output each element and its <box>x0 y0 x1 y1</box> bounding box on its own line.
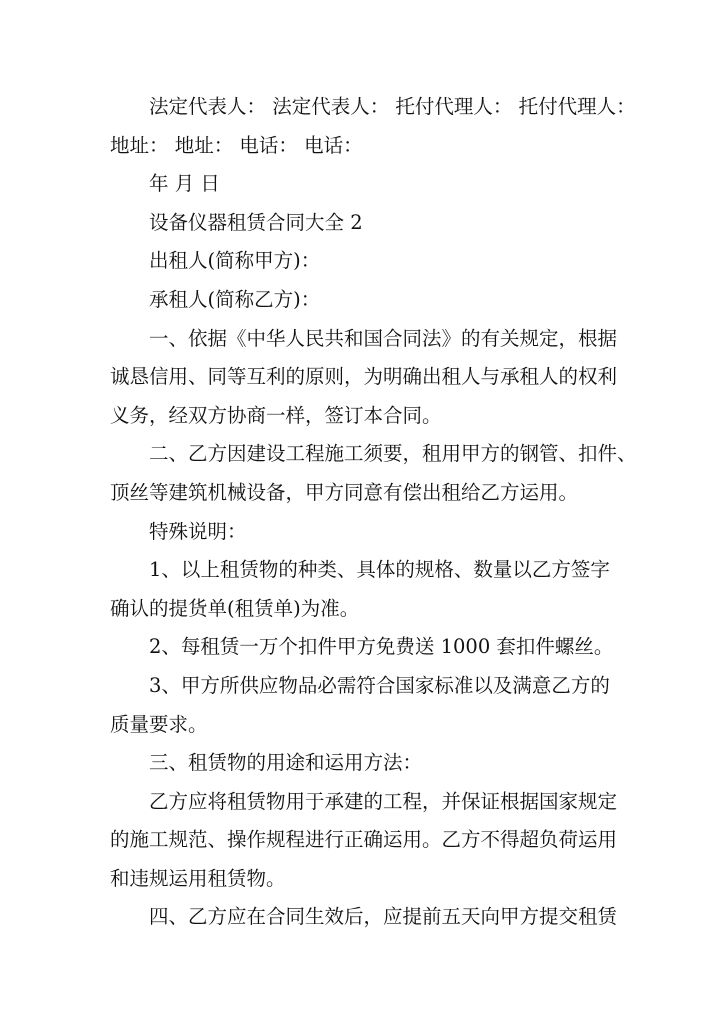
note-3-line-2: 质量要求。 <box>110 712 208 736</box>
clause-1-line-3: 义务，经双方协商一样，签订本合同。 <box>110 403 442 427</box>
clause-2-line-1: 二、乙方因建设工程施工须要，租用甲方的钢管、扣件、 <box>149 442 637 466</box>
clause-3-line-1: 乙方应将租赁物用于承建的工程，并保证根据国家规定 <box>149 789 618 813</box>
note-3-line-1: 3、甲方所供应物品必需符合国家标准以及满意乙方的 <box>149 673 610 697</box>
contract-title: 设备仪器租赁合同大全 2 <box>149 210 363 234</box>
clause-1-line-1: 一、依据《中华人民共和国合同法》的有关规定，根据 <box>149 326 618 350</box>
clause-2-line-2: 顶丝等建筑机械设备，甲方同意有偿出租给乙方运用。 <box>110 480 579 504</box>
clause-3-line-2: 的施工规范、操作规程进行正确运用。乙方不得超负荷运用 <box>110 828 618 852</box>
signature-address-phone-line: 地址： 地址： 电话： 电话： <box>110 133 363 157</box>
document-body <box>110 88 637 937</box>
clause-1-line-2: 诚恳信用、同等互利的原则，为明确出租人与承租人的权利 <box>110 365 618 389</box>
note-2-line: 2、每租赁一万个扣件甲方免费送 1000 套扣件螺丝。 <box>149 635 614 659</box>
lessor-line: 出租人(简称甲方)： <box>149 249 321 273</box>
signature-date-line: 年 月 日 <box>149 172 220 196</box>
note-1-line-1: 1、以上租赁物的种类、具体的规格、数量以乙方签字 <box>149 558 610 582</box>
note-1-line-2: 确认的提货单(租赁单)为准。 <box>110 596 360 620</box>
lessee-line: 承租人(简称乙方)： <box>149 287 321 311</box>
clause-4-line-1: 四、乙方应在合同生效后，应提前五天向甲方提交租赁 <box>149 905 618 929</box>
signature-representatives-line: 法定代表人： 法定代表人： 托付代理人： 托付代理人： <box>149 95 636 118</box>
clause-3-heading: 三、租赁物的用途和运用方法： <box>149 751 423 775</box>
special-notes-heading: 特殊说明： <box>149 519 247 543</box>
clause-3-line-3: 和违规运用租赁物。 <box>110 866 286 890</box>
